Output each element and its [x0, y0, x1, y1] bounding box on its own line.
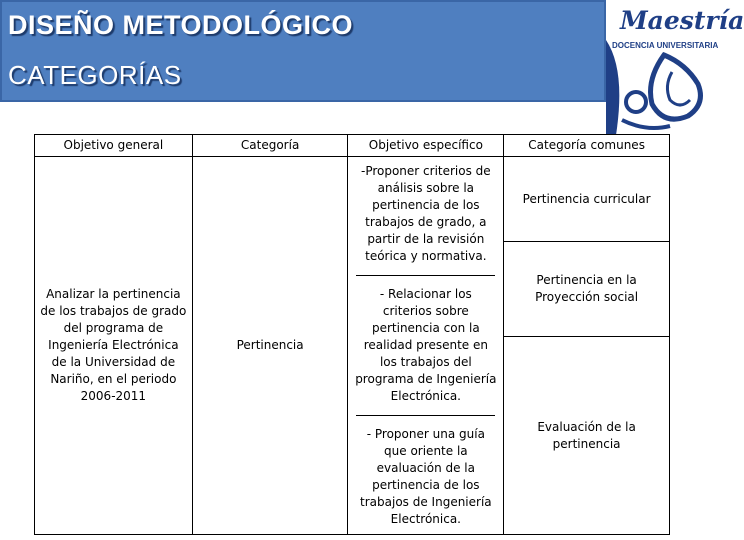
common-category-cell-3 [504, 337, 670, 535]
common-category-3: Evaluación de la pertinencia [537, 419, 636, 451]
specific-objective-1: -Proponer criterios de análisis sobre la pertinencia de los trabajos de grado, a partir de la revisión teórica y normativa. [360, 164, 491, 263]
header-general-objective: Objetivo general [35, 135, 193, 157]
category-text: Pertinencia [236, 338, 304, 352]
logo-wordmark: Maestría [620, 6, 744, 35]
header-common-categories: Categoría comunes [504, 135, 670, 157]
categories-table [34, 134, 670, 535]
specific-objectives-cell [348, 157, 504, 535]
header-category: Categoría [192, 135, 348, 157]
specific-objective-3: - Proponer una guía que oriente la evaluación de la pertinencia de los trabajos de Ingeniería Electrónica. [360, 427, 492, 526]
table-header-row [35, 135, 670, 157]
divider [356, 275, 495, 276]
common-category-1: Pertinencia curricular [522, 191, 651, 206]
page-subtitle: CATEGORÍAS [8, 60, 182, 90]
general-objective-cell [35, 157, 193, 535]
maestria-logo [606, 0, 744, 135]
divider [356, 415, 495, 416]
header-banner [0, 0, 606, 102]
logo-program: DOCENCIA UNIVERSITARIA [612, 41, 719, 50]
page-title: DISEÑO METODOLÓGICO [8, 10, 354, 40]
common-category-cell-2 [504, 242, 670, 337]
specific-objective-2: - Relacionar los criterios sobre pertinencia con la realidad presente en los trabajos del programa de Ingeniería Electrónica. [355, 287, 497, 403]
common-category-cell-1 [504, 157, 670, 242]
header-specific-objective: Objetivo específico [348, 135, 504, 157]
table-row [35, 157, 670, 242]
general-objective-text: Analizar la pertinencia de los trabajos de grado del programa de Ingeniería Electrónica de la Universidad de Nariño, en el periodo 2006-2011 [40, 287, 187, 403]
category-cell [192, 157, 348, 535]
common-category-2: Pertinencia en la Proyección social [535, 273, 639, 304]
